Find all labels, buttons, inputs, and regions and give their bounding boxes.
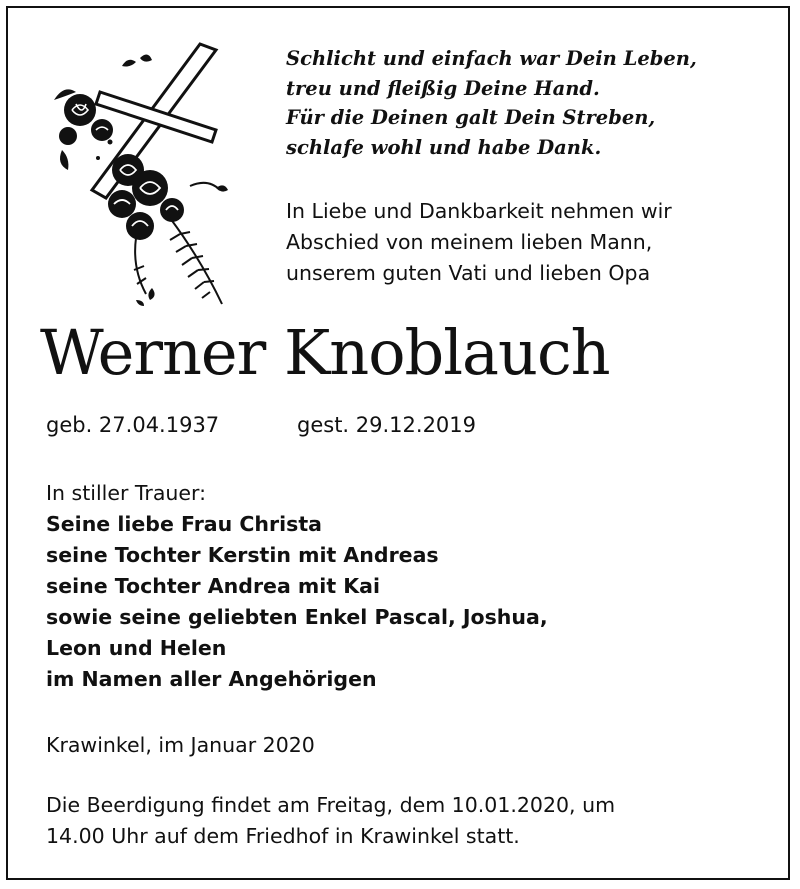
mourner-line: seine Tochter Andrea mit Kai [46, 574, 380, 598]
mourning-intro: In stiller Trauer: [46, 481, 206, 505]
poem-line: treu und fleißig Deine Hand. [286, 76, 600, 100]
mourner-line: im Namen aller Angehörigen [46, 667, 377, 691]
cross-with-roses-icon [40, 38, 240, 308]
poem-line: schlafe wohl und habe Dank. [286, 135, 602, 159]
farewell-intro [286, 196, 766, 289]
intro-line: Abschied von meinem lieben Mann, [286, 230, 653, 254]
funeral-line: Die Beerdigung findet am Freitag, dem 10.01.2020, um [46, 793, 616, 817]
mourner-line: Seine liebe Frau Christa [46, 512, 322, 536]
funeral-info [46, 790, 766, 852]
death-date: gest. 29.12.2019 [297, 413, 477, 437]
deceased-name: Werner Knoblauch [40, 316, 610, 389]
mourner-line: sowie seine geliebten Enkel Pascal, Joshua, [46, 605, 548, 629]
poem-line: Für die Deinen galt Dein Streben, [286, 106, 656, 129]
birth-date: geb. 27.04.1937 [46, 413, 220, 437]
funeral-line: 14.00 Uhr auf dem Friedhof in Krawinkel statt. [46, 824, 520, 848]
life-dates [46, 408, 746, 442]
mourners-list [46, 509, 766, 695]
intro-line: In Liebe und Dankbarkeit nehmen wir [286, 199, 672, 223]
intro-line: unserem guten Vati und lieben Opa [286, 261, 651, 285]
place-date: Krawinkel, im Januar 2020 [46, 733, 315, 757]
mourner-line: seine Tochter Kerstin mit Andreas [46, 543, 439, 567]
mourners-block [46, 478, 766, 695]
poem-line: Schlicht und einfach war Dein Leben, [286, 47, 697, 70]
memorial-poem [286, 44, 766, 162]
mourner-line: Leon und Helen [46, 636, 227, 660]
